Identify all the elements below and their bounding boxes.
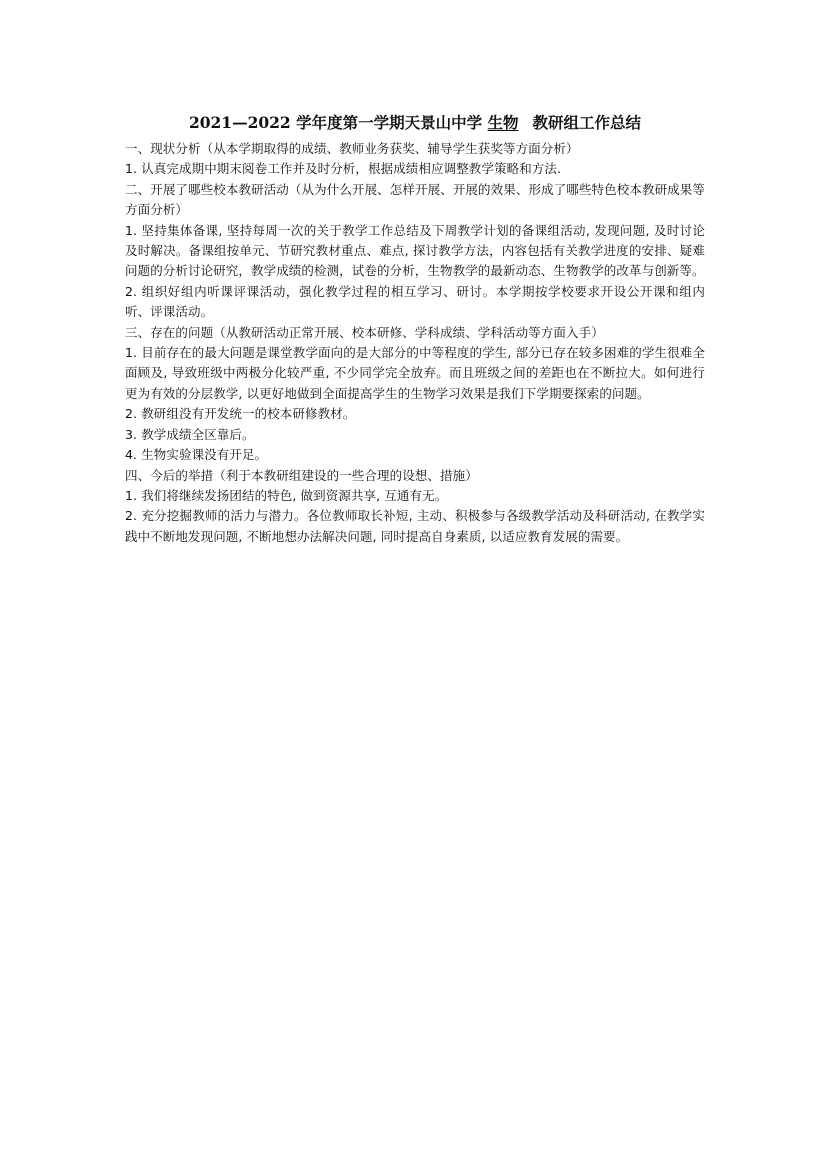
status-item-1: 1. 认真完成期中期末阅卷工作并及时分析，根据成绩相应调整教学策略和方法. — [125, 161, 562, 177]
measures-item-1: 1. 我们将继续发扬团结的特色, 做到资源共享, 互通有无。 — [125, 487, 448, 503]
document-title — [125, 111, 705, 135]
section-heading-activities: 二、开展了哪些校本教研活动（从为什么开展、怎样开展、开展的效果、形成了哪些特色校本教研成果等方面分析） — [125, 181, 705, 218]
problems-item-3: 3. 教学成绩全区靠后。 — [125, 426, 255, 442]
title-subject: 生物 — [487, 113, 519, 132]
problems-item-4: 4. 生物实验课没有开足。 — [125, 447, 268, 463]
measures-item-2: 2. 充分挖掘教师的活力与潜力。各位教师取长补短, 主动、积极参与各级教学活动及科研活动, 在教学实践中不断地发现问题, 不断地想办法解决问题, 同时提高自身素质, 以适应教育发展的需要。 — [125, 508, 705, 544]
section-heading-measures: 四、今后的举措（利于本教研组建设的一些合理的设想、措施） — [125, 467, 478, 483]
activities-item-2: 2. 组织好组内听课评课活动，强化教学过程的相互学习、研讨。本学期按学校要求开设公开课和组内听、评课活动。 — [125, 283, 705, 320]
title-suffix: 教研组工作总结 — [532, 113, 642, 132]
section-heading-status: 一、现状分析（从本学期取得的成绩、教师业务获奖、辅导学生获奖等方面分析） — [125, 141, 579, 156]
section-heading-problems: 三、存在的问题（从教研活动正常开展、校本研修、学科成绩、学科活动等方面入手） — [125, 324, 604, 340]
title-prefix: 2021—2022 学年度第一学期天景山中学 — [188, 113, 488, 132]
document-body — [125, 111, 705, 547]
problems-item-2: 2. 教研组没有开发统一的校本研修教材。 — [125, 406, 356, 422]
activities-item-1: 1. 坚持集体备课, 坚持每周一次的关于教学工作总结及下周教学计划的备课组活动, 发现问题, 及时讨论及时解决。备课组按单元、节研究教材重点、难点, 探讨教学方法，内容包括有关教学进度的安排、疑难问题的分析讨论研究，教学成绩的检测，试卷的分析，生物教学的最新动态、生物教学的改革与创新等。 — [125, 222, 705, 279]
problems-item-1: 1. 目前存在的最大问题是课堂教学面向的是大部分的中等程度的学生, 部分已存在较多困难的学生很难全面顾及, 导致班级中两极分化较严重, 不少同学完全放弃。而且班级之间的差距也在不断拉大。如何进行更为有效的分层教学, 以更好地做到全面提高学生的生物学习效果是我们下学期要探索的问题。 — [125, 345, 705, 401]
